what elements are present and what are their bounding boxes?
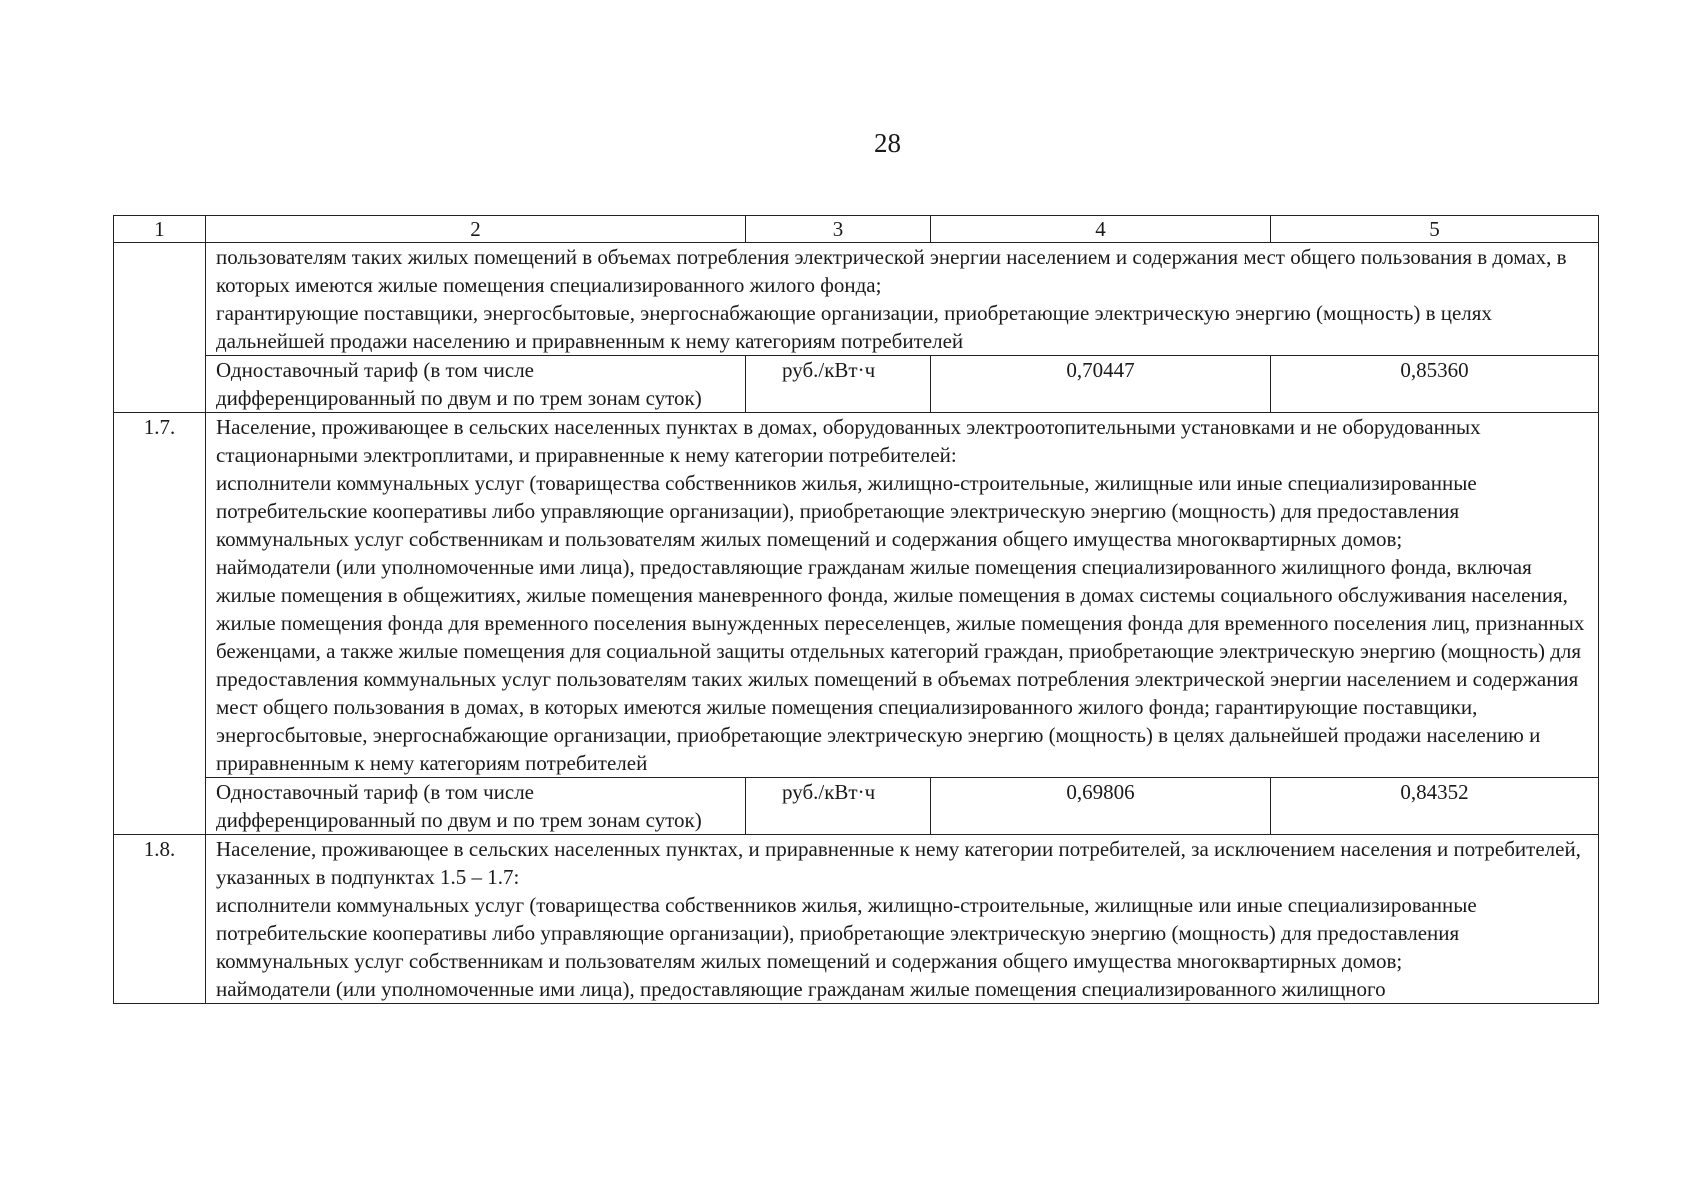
- section-1-8-description-row: [114, 835, 1599, 1004]
- tariff-value-2: 0,84352: [1271, 778, 1599, 835]
- section-paragraph: исполнители коммунальных услуг (товарищества собственников жилья, жилищно-строительные, жилищные или иные специализированные потребительские кооперативы либо управляющие организации), приобретающие электрическую энергию (мощность) для предоставления коммунальных услуг собственникам и пользователям жилых помещений и содержания общего имущества многоквартирных домов;: [216, 471, 1477, 551]
- column-number-1: 1: [114, 216, 206, 243]
- section-1-8-description-cell: [206, 835, 1599, 1004]
- tariff-name: Одноставочный тариф (в том числе дифференцированный по двум и по трем зонам суток): [206, 778, 746, 835]
- continuation-paragraph: гарантирующие поставщики, энергосбытовые, энергоснабжающие организации, приобретающие электрическую энергию (мощность) в целях дальнейшей продажи населению и приравненным к нему категориям потребителей: [216, 301, 1492, 353]
- section-1-7-tariff-row: [114, 778, 1599, 835]
- section-paragraph: Население, проживающее в сельских населенных пунктах в домах, оборудованных электроотопительными установками и не оборудованных стационарными электроплитами, и приравненные к нему категории потребителей:: [216, 415, 1481, 467]
- column-number-2: 2: [206, 216, 746, 243]
- section-number: 1.7.: [114, 413, 206, 835]
- column-number-5: 5: [1271, 216, 1599, 243]
- tariff-unit: руб./кВт·ч: [746, 356, 931, 413]
- tariff-table: [113, 215, 1599, 1004]
- section-paragraph: наймодатели (или уполномоченные ими лица), предоставляющие гражданам жилые помещения специализированного жилищного фонда, включая жилые помещения в общежитиях, жилые помещения маневренного фонда, жилые помещения в домах системы социального обслуживания населения, жилые помещения фонда для временного поселения вынужденных переселенцев, жилые помещения фонда для временного поселения лиц, признанных беженцами, а также жилые помещения для социальной защиты отдельных категорий граждан, приобретающие электрическую энергию (мощность) для предоставления коммунальных услуг пользователям таких жилых помещений в объемах потребления электрической энергии населением и содержания мест общего пользования в домах, в которых имеются жилые помещения специализированного жилого фонда; гарантирующие поставщики, энергосбытовые, энергоснабжающие организации, приобретающие электрическую энергию (мощность) в целях дальнейшей продажи населению и приравненным к нему категориям потребителей: [216, 555, 1585, 775]
- column-number-3: 3: [746, 216, 931, 243]
- continuation-description-row: [114, 243, 1599, 356]
- section-paragraph: Население, проживающее в сельских населенных пунктах, и приравненные к нему категории потребителей, за исключением населения и потребителей, указанных в подпунктах 1.5 – 1.7:: [216, 837, 1581, 889]
- tariff-value-1: 0,70447: [931, 356, 1271, 413]
- table-header-row: [114, 216, 1599, 243]
- tariff-value-2: 0,85360: [1271, 356, 1599, 413]
- continuation-description-cell: [206, 243, 1599, 356]
- section-paragraph: наймодатели (или уполномоченные ими лица), предоставляющие гражданам жилые помещения специализированного жилищного: [216, 977, 1386, 1001]
- tariff-value-1: 0,69806: [931, 778, 1271, 835]
- section-paragraph: исполнители коммунальных услуг (товарищества собственников жилья, жилищно-строительные, жилищные или иные специализированные потребительские кооперативы либо управляющие организации), приобретающие электрическую энергию (мощность) для предоставления коммунальных услуг собственникам и пользователям жилых помещений и содержания общего имущества многоквартирных домов;: [216, 893, 1477, 973]
- tariff-unit: руб./кВт·ч: [746, 778, 931, 835]
- column-number-4: 4: [931, 216, 1271, 243]
- section-1-7-description-cell: [206, 413, 1599, 778]
- continuation-number-cell: [114, 243, 206, 413]
- section-1-7-description-row: [114, 413, 1599, 778]
- continuation-tariff-row: [114, 356, 1599, 413]
- continuation-paragraph: пользователям таких жилых помещений в объемах потребления электрической энергии населением и содержания мест общего пользования в домах, в которых имеются жилые помещения специализированного жилого фонда;: [216, 245, 1567, 297]
- page-number: 28: [874, 128, 901, 158]
- tariff-name: Одноставочный тариф (в том числе дифференцированный по двум и по трем зонам суток): [206, 356, 746, 413]
- section-number: 1.8.: [114, 835, 206, 1004]
